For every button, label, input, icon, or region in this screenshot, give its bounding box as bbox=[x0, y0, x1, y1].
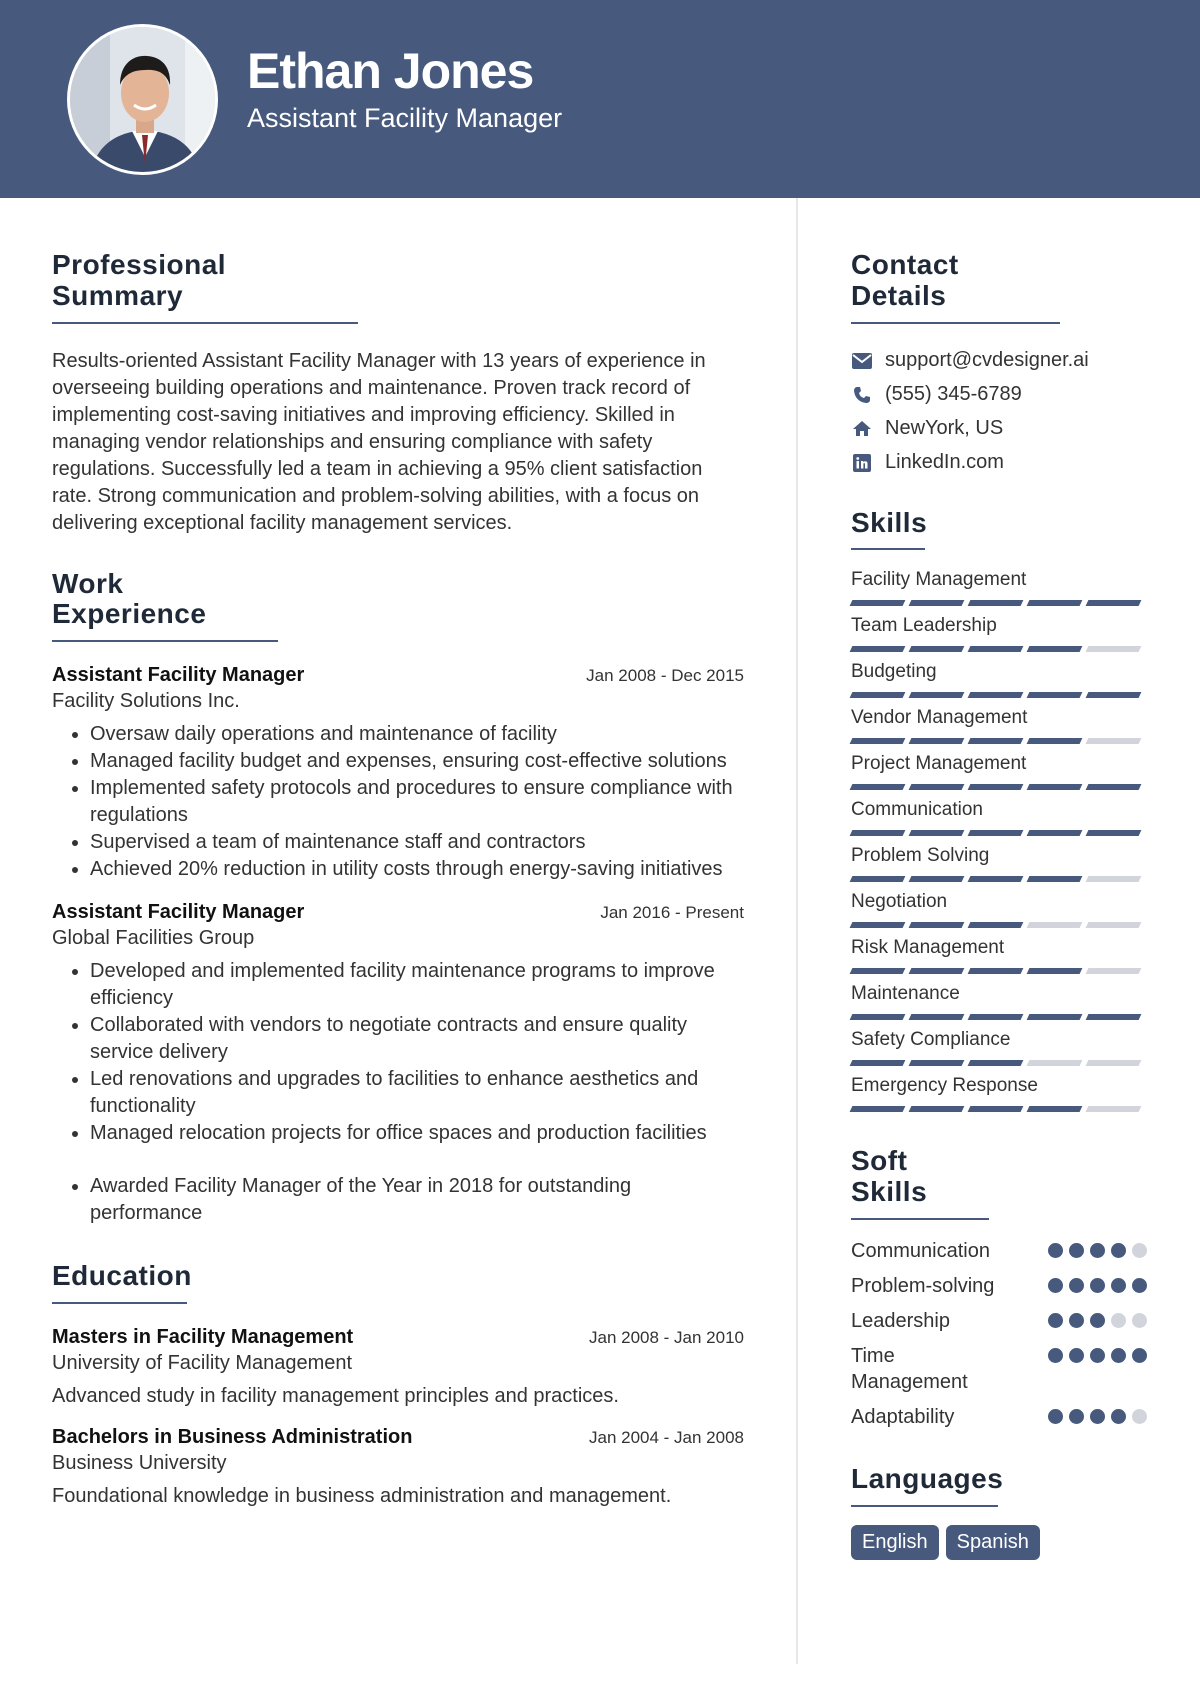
skill-level-segment bbox=[909, 784, 965, 790]
skill-level-segment bbox=[968, 600, 1024, 606]
skill-level-bar bbox=[851, 646, 1147, 652]
job-title: Assistant Facility Manager bbox=[52, 901, 305, 924]
skill-level-segment bbox=[1086, 968, 1142, 974]
summary-heading: Professional Summary bbox=[52, 250, 358, 324]
skill-level-segment bbox=[850, 1106, 906, 1112]
skill-level-segment bbox=[968, 922, 1024, 928]
skill-item bbox=[851, 982, 1147, 1020]
languages-heading: Languages bbox=[851, 1464, 998, 1507]
languages-section bbox=[851, 1464, 1147, 1560]
skill-name: Budgeting bbox=[851, 661, 937, 683]
skill-level-segment bbox=[1086, 1014, 1142, 1020]
skill-level-bar bbox=[851, 876, 1147, 882]
skill-level-segment bbox=[909, 968, 965, 974]
soft-skill-item bbox=[851, 1404, 1147, 1430]
soft-skill-rating bbox=[1042, 1409, 1147, 1424]
soft-skills-list bbox=[851, 1238, 1147, 1430]
rating-dot bbox=[1090, 1313, 1105, 1328]
skill-item bbox=[851, 936, 1147, 974]
skill-level-segment bbox=[1086, 600, 1142, 606]
education-heading: Education bbox=[52, 1261, 187, 1304]
soft-skill-item bbox=[851, 1308, 1147, 1334]
skill-item bbox=[851, 568, 1147, 606]
skill-name: Risk Management bbox=[851, 937, 1005, 959]
skill-level-bar bbox=[851, 738, 1147, 744]
skill-level-segment bbox=[850, 1060, 906, 1066]
skill-level-segment bbox=[968, 784, 1024, 790]
skill-level-segment bbox=[968, 1060, 1024, 1066]
skill-name: Facility Management bbox=[851, 569, 1027, 591]
skill-name: Emergency Response bbox=[851, 1075, 1038, 1097]
degree-title: Masters in Facility Management bbox=[52, 1325, 354, 1348]
skill-item bbox=[851, 844, 1147, 882]
job-title: Assistant Facility Manager bbox=[52, 664, 305, 687]
skill-level-bar bbox=[851, 922, 1147, 928]
rating-dot bbox=[1132, 1409, 1147, 1424]
skill-level-segment bbox=[909, 1060, 965, 1066]
education-section bbox=[52, 1261, 744, 1508]
linkedin-icon bbox=[851, 452, 873, 474]
skill-level-bar bbox=[851, 1106, 1147, 1112]
skill-level-segment bbox=[909, 1014, 965, 1020]
rating-dot bbox=[1090, 1348, 1105, 1363]
skill-item bbox=[851, 660, 1147, 698]
skill-level-segment bbox=[1027, 1060, 1083, 1066]
skill-level-bar bbox=[851, 1014, 1147, 1020]
skill-name: Problem Solving bbox=[851, 845, 990, 867]
email-text: support@cvdesigner.ai bbox=[885, 349, 1089, 372]
skill-level-segment bbox=[1027, 1014, 1083, 1020]
list-item: • Oversaw daily operations and maintenance of facility bbox=[90, 721, 744, 748]
languages-list bbox=[851, 1525, 1147, 1560]
list-item: • Awarded Facility Manager of the Year in 2018 for outstanding performance bbox=[90, 1173, 744, 1227]
rating-dot bbox=[1048, 1243, 1063, 1258]
skill-level-segment bbox=[1027, 830, 1083, 836]
skill-level-segment bbox=[1086, 830, 1142, 836]
rating-dot bbox=[1111, 1278, 1126, 1293]
list-item: • Led renovations and upgrades to facilities to enhance aesthetics and functionality bbox=[90, 1066, 744, 1120]
main-column bbox=[52, 250, 744, 1542]
avatar bbox=[67, 24, 218, 175]
list-item: • Managed relocation projects for office spaces and production facilities bbox=[90, 1120, 744, 1147]
candidate-name: Ethan Jones bbox=[247, 43, 534, 99]
rating-dot bbox=[1069, 1313, 1084, 1328]
rating-dot bbox=[1090, 1243, 1105, 1258]
skill-level-segment bbox=[850, 968, 906, 974]
contact-email[interactable] bbox=[851, 344, 1147, 378]
candidate-title: Assistant Facility Manager bbox=[247, 103, 563, 133]
soft-skill-name: Adaptability bbox=[851, 1405, 955, 1428]
skill-level-segment bbox=[1027, 876, 1083, 882]
skill-name: Negotiation bbox=[851, 891, 948, 913]
skill-level-segment bbox=[968, 692, 1024, 698]
skill-level-segment bbox=[968, 968, 1024, 974]
skill-level-bar bbox=[851, 600, 1147, 606]
skill-level-segment bbox=[1027, 922, 1083, 928]
rating-dot bbox=[1069, 1348, 1084, 1363]
skill-name: Safety Compliance bbox=[851, 1029, 1011, 1051]
skill-name: Team Leadership bbox=[851, 615, 997, 637]
skill-level-segment bbox=[1086, 738, 1142, 744]
soft-skill-name: Leadership bbox=[851, 1309, 950, 1332]
school-name: Business University bbox=[52, 1451, 227, 1474]
skill-level-segment bbox=[1086, 1106, 1142, 1112]
skill-item bbox=[851, 798, 1147, 836]
experience-section bbox=[52, 569, 744, 1228]
soft-skill-name: Time Management bbox=[851, 1344, 968, 1393]
soft-skill-rating bbox=[1042, 1278, 1147, 1293]
skill-level-segment bbox=[1027, 646, 1083, 652]
job-dates: Jan 2016 - Present bbox=[600, 903, 744, 923]
skill-level-bar bbox=[851, 830, 1147, 836]
skill-level-bar bbox=[851, 968, 1147, 974]
list-item: • Achieved 20% reduction in utility costs through energy-saving initiatives bbox=[90, 856, 744, 883]
soft-skill-name: Problem-solving bbox=[851, 1274, 995, 1297]
column-divider bbox=[796, 198, 798, 1664]
rating-dot bbox=[1132, 1348, 1147, 1363]
skill-level-segment bbox=[909, 692, 965, 698]
rating-dot bbox=[1132, 1313, 1147, 1328]
school-name: University of Facility Management bbox=[52, 1351, 353, 1374]
contact-location bbox=[851, 412, 1147, 446]
skill-level-segment bbox=[850, 922, 906, 928]
list-item: • Supervised a team of maintenance staff and contractors bbox=[90, 829, 744, 856]
education-dates: Jan 2004 - Jan 2008 bbox=[588, 1427, 744, 1447]
list-item: • Collaborated with vendors to negotiate contracts and ensure quality service delivery bbox=[90, 1012, 744, 1066]
linkedin-text: LinkedIn.com bbox=[885, 451, 1004, 474]
education-entry bbox=[52, 1326, 744, 1408]
skill-level-segment bbox=[909, 600, 965, 606]
skill-level-segment bbox=[850, 646, 906, 652]
education-dates: Jan 2008 - Jan 2010 bbox=[588, 1327, 744, 1347]
skill-level-segment bbox=[850, 876, 906, 882]
envelope-icon bbox=[851, 350, 873, 372]
skill-level-segment bbox=[909, 876, 965, 882]
rating-dot bbox=[1111, 1313, 1126, 1328]
skill-level-segment bbox=[968, 738, 1024, 744]
summary-section bbox=[52, 250, 744, 537]
skill-level-segment bbox=[909, 738, 965, 744]
rating-dot bbox=[1069, 1278, 1084, 1293]
skill-level-segment bbox=[1086, 784, 1142, 790]
rating-dot bbox=[1090, 1409, 1105, 1424]
skill-item bbox=[851, 752, 1147, 790]
skills-heading: Skills bbox=[851, 508, 925, 551]
rating-dot bbox=[1111, 1243, 1126, 1258]
skill-level-segment bbox=[1027, 600, 1083, 606]
contact-heading: Contact Details bbox=[851, 250, 1060, 324]
job-bullets bbox=[52, 721, 744, 883]
skill-name: Communication bbox=[851, 799, 983, 821]
phone-text: (555) 345-6789 bbox=[885, 383, 1022, 406]
location-text: NewYork, US bbox=[885, 417, 1004, 440]
skill-item bbox=[851, 706, 1147, 744]
rating-dot bbox=[1090, 1278, 1105, 1293]
skill-level-segment bbox=[850, 830, 906, 836]
skills-list bbox=[851, 568, 1147, 1112]
soft-skill-item bbox=[851, 1343, 1147, 1395]
list-item: • Managed facility budget and expenses, ensuring cost-effective solutions bbox=[90, 748, 744, 775]
skill-level-segment bbox=[1086, 922, 1142, 928]
rating-dot bbox=[1048, 1348, 1063, 1363]
rating-dot bbox=[1069, 1243, 1084, 1258]
rating-dot bbox=[1132, 1243, 1147, 1258]
skill-level-bar bbox=[851, 1060, 1147, 1066]
skill-level-segment bbox=[1086, 1060, 1142, 1066]
header-banner bbox=[0, 0, 1200, 198]
soft-skills-section bbox=[851, 1146, 1147, 1430]
skill-name: Project Management bbox=[851, 753, 1027, 775]
skill-level-segment bbox=[909, 830, 965, 836]
job-dates: Jan 2008 - Dec 2015 bbox=[586, 666, 744, 686]
skill-level-segment bbox=[909, 646, 965, 652]
language-tag: English bbox=[851, 1525, 939, 1560]
education-entry bbox=[52, 1426, 744, 1508]
skill-level-segment bbox=[1027, 784, 1083, 790]
skill-name: Vendor Management bbox=[851, 707, 1028, 729]
skill-level-segment bbox=[968, 646, 1024, 652]
home-icon bbox=[851, 418, 873, 440]
job-company: Global Facilities Group bbox=[52, 927, 255, 950]
skill-item bbox=[851, 890, 1147, 928]
skill-item bbox=[851, 1028, 1147, 1066]
skill-level-segment bbox=[909, 1106, 965, 1112]
rating-dot bbox=[1048, 1278, 1063, 1293]
soft-skill-rating bbox=[1042, 1348, 1147, 1363]
skill-level-segment bbox=[1086, 876, 1142, 882]
education-description: Foundational knowledge in business administration and management. bbox=[52, 1484, 672, 1507]
skill-level-segment bbox=[909, 922, 965, 928]
skill-level-bar bbox=[851, 692, 1147, 698]
skill-level-segment bbox=[850, 692, 906, 698]
skill-name: Maintenance bbox=[851, 983, 960, 1005]
soft-skill-name: Communication bbox=[851, 1239, 990, 1262]
education-description: Advanced study in facility management principles and practices. bbox=[52, 1384, 619, 1407]
skill-item bbox=[851, 1074, 1147, 1112]
skill-level-segment bbox=[1086, 692, 1142, 698]
list-item: • Developed and implemented facility maintenance programs to improve efficiency bbox=[90, 958, 744, 1012]
job-entry bbox=[52, 664, 744, 883]
job-bullets bbox=[52, 958, 744, 1227]
rating-dot bbox=[1132, 1278, 1147, 1293]
soft-skill-rating bbox=[1042, 1313, 1147, 1328]
summary-text: Results-oriented Assistant Facility Manager with 13 years of experience in overseeing building operations and maintenance. Proven track record of implementing cost-saving initiatives and improving efficiency. Skilled in managing vendor relationships and ensuring compliance with safety regulations. Successfully led a team in achieving a 95% client satisfaction rate. Strong communication and problem-solving abilities, with a focus on delivering exceptional facility management services. bbox=[52, 349, 706, 534]
soft-skill-item bbox=[851, 1238, 1147, 1264]
skill-level-segment bbox=[1027, 968, 1083, 974]
skills-section bbox=[851, 508, 1147, 1113]
experience-heading: Work Experience bbox=[52, 569, 278, 643]
skill-level-segment bbox=[1027, 738, 1083, 744]
skill-level-segment bbox=[1027, 692, 1083, 698]
language-tag: Spanish bbox=[946, 1525, 1040, 1560]
rating-dot bbox=[1111, 1409, 1126, 1424]
list-item: • Implemented safety protocols and procedures to ensure compliance with regulations bbox=[90, 775, 744, 829]
degree-title: Bachelors in Business Administration bbox=[52, 1425, 413, 1448]
job-entry bbox=[52, 901, 744, 1227]
phone-icon bbox=[851, 384, 873, 406]
skill-item bbox=[851, 614, 1147, 652]
skill-level-segment bbox=[1027, 1106, 1083, 1112]
contact-linkedin[interactable] bbox=[851, 446, 1147, 480]
rating-dot bbox=[1111, 1348, 1126, 1363]
soft-skills-heading: Soft Skills bbox=[851, 1146, 989, 1220]
skill-level-segment bbox=[968, 1014, 1024, 1020]
rating-dot bbox=[1048, 1313, 1063, 1328]
skill-level-segment bbox=[968, 876, 1024, 882]
skill-level-segment bbox=[968, 830, 1024, 836]
soft-skill-item bbox=[851, 1273, 1147, 1299]
job-company: Facility Solutions Inc. bbox=[52, 690, 240, 713]
sidebar-column bbox=[851, 250, 1147, 1594]
skill-level-bar bbox=[851, 784, 1147, 790]
contact-phone[interactable] bbox=[851, 378, 1147, 412]
contact-section bbox=[851, 250, 1147, 480]
skill-level-segment bbox=[968, 1106, 1024, 1112]
rating-dot bbox=[1048, 1409, 1063, 1424]
soft-skill-rating bbox=[1042, 1243, 1147, 1258]
rating-dot bbox=[1069, 1409, 1084, 1424]
skill-level-segment bbox=[850, 738, 906, 744]
skill-level-segment bbox=[1086, 646, 1142, 652]
skill-level-segment bbox=[850, 784, 906, 790]
skill-level-segment bbox=[850, 1014, 906, 1020]
skill-level-segment bbox=[850, 600, 906, 606]
